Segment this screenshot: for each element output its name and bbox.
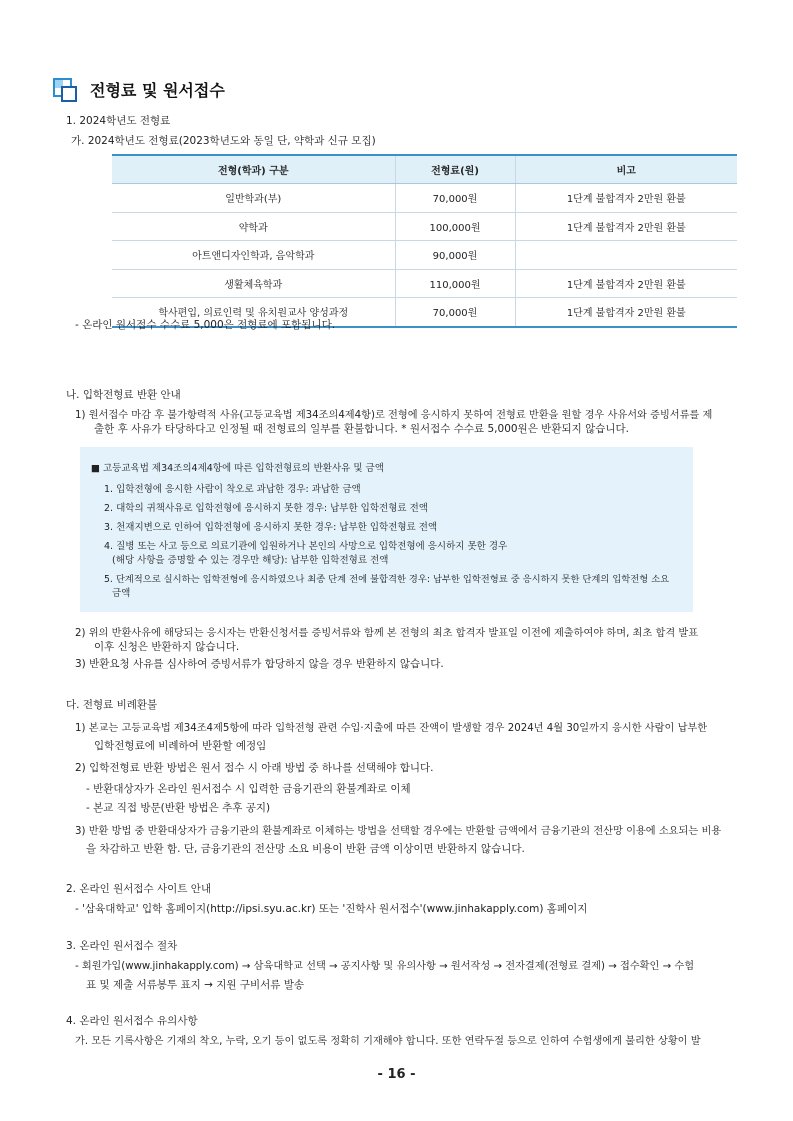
cell-note: 1단계 불합격자 2만원 환불	[515, 269, 737, 298]
s1-heading: 1. 2024학년도 전형료	[66, 115, 171, 127]
header-fee: 전형료(원)	[395, 155, 515, 184]
s1-sub-a: 가. 2024학년도 전형료(2023학년도와 동일 단, 약학과 신규 모집)	[71, 135, 376, 147]
title-square-icon	[53, 78, 79, 102]
header-category: 전형(학과) 구분	[112, 155, 395, 184]
cell-fee: 70,000원	[395, 298, 515, 327]
s1-sub-c: 다. 전형료 비례환불	[66, 699, 158, 711]
s4-line: 가. 모든 기록사항은 기재의 착오, 누락, 오기 등이 없도록 정확히 기재해야 합니다. 또한 연락두절 등으로 인하여 수험생에게 불리한 상황이 발	[75, 1036, 701, 1047]
page-title: 전형료 및 원서접수	[90, 81, 225, 100]
table-row	[112, 184, 737, 213]
refund-reason-box	[80, 447, 693, 612]
page-number: - 16 -	[377, 1067, 416, 1082]
cell-note: 1단계 불합격자 2만원 환불	[515, 298, 737, 327]
cell-category: 약학과	[112, 212, 395, 241]
cell-category: 생활체육학과	[112, 269, 395, 298]
c2-line: 2) 입학전형료 반환 방법은 원서 접수 시 아래 방법 중 하나를 선택해야 합니다.	[75, 762, 434, 774]
c1-line2: 입학전형료에 비례하여 반환할 예정임	[94, 740, 267, 752]
box-item-4-cont: (해당 사항을 증명할 수 있는 경우만 해당): 납부한 입학전형료 전액	[112, 555, 389, 566]
s3-line2: 표 및 제출 서류봉투 표지 → 지원 구비서류 발송	[86, 979, 305, 991]
cell-note	[515, 241, 737, 270]
box-title: ■ 고등교육법 제34조의4제4항에 따른 입학전형료의 반환사유 및 금액	[91, 463, 384, 474]
cell-category: 일반학과(부)	[112, 184, 395, 213]
box-item-5-cont: 금액	[112, 588, 131, 599]
c3-line1: 3) 반환 방법 중 반환대상자가 금융기관의 환불계좌로 이체하는 방법을 선택할 경우에는 반환할 금액에서 금융기관의 전산망 이용에 소요되는 비용	[75, 826, 722, 837]
cell-fee: 70,000원	[395, 184, 515, 213]
s1-sub-b: 나. 입학전형료 반환 안내	[66, 389, 181, 401]
cell-fee: 90,000원	[395, 241, 515, 270]
table-header-row	[112, 155, 737, 184]
cell-category: 학사편입, 의료인력 및 유치원교사 양성과정	[112, 298, 395, 327]
box-item-4: 4. 질병 또는 사고 등으로 의료기관에 입원하거나 본인의 사망으로 입학전형에 응시하지 못한 경우	[104, 541, 508, 552]
fee-table	[112, 154, 737, 328]
s4-heading: 4. 온라인 원서접수 유의사항	[66, 1015, 198, 1027]
box-item-1: 1. 입학전형에 응시한 사람이 착오로 과납한 경우: 과납한 금액	[104, 484, 361, 495]
table-row	[112, 212, 737, 241]
s2-heading: 2. 온라인 원서접수 사이트 안내	[66, 883, 212, 895]
b3-line: 3) 반환요청 사유를 심사하여 증빙서류가 합당하지 않을 경우 반환하지 않습니다.	[75, 658, 444, 670]
cell-category: 아트앤디자인학과, 음악학과	[112, 241, 395, 270]
c2-option-b: - 본교 직접 방문(반환 방법은 추후 공지)	[86, 802, 271, 814]
b2-line2: 이후 신청은 반환하지 않습니다.	[94, 641, 240, 653]
cell-fee: 110,000원	[395, 269, 515, 298]
table-row	[112, 241, 737, 270]
cell-fee: 100,000원	[395, 212, 515, 241]
s2-line: - '삼육대학교' 입학 홈페이지(http://ipsi.syu.ac.kr) 또는 '진학사 원서접수'(www.jinhakapply.com) 홈페이지	[75, 903, 588, 915]
b1-line1: 1) 원서접수 마감 후 불가항력적 사유(고등교육법 제34조의4제4항)로 전형에 응시하지 못하여 전형료 반환을 원할 경우 사유서와 증빙서류를 제	[75, 410, 713, 421]
box-item-3: 3. 천재지변으로 인하여 입학전형에 응시하지 못한 경우: 납부한 입학전형료 전액	[104, 522, 438, 533]
cell-note: 1단계 불합격자 2만원 환불	[515, 184, 737, 213]
c2-option-a: - 반환대상자가 온라인 원서접수 시 입력한 금융기관의 환불계좌로 이체	[86, 783, 411, 795]
fee-note: - 온라인 원서접수 수수료 5,000은 전형료에 포함됩니다.	[75, 319, 336, 331]
b2-line1: 2) 위의 반환사유에 해당되는 응시자는 반환신청서를 증빙서류와 함께 본 전형의 최초 합격자 발표일 이전에 제출하여야 하며, 최초 합격 발표	[75, 628, 699, 639]
s3-heading: 3. 온라인 원서접수 절차	[66, 940, 178, 952]
c1-line1: 1) 본교는 고등교육법 제34조4제5항에 따라 입학전형 관련 수입·지출에 따른 잔액이 발생할 경우 2024년 4월 30일까지 응시한 사람이 납부한	[75, 723, 708, 734]
header-note: 비고	[515, 155, 737, 184]
box-item-5: 5. 단계적으로 실시하는 입학전형에 응시하였으나 최종 단계 전에 불합격한 경우: 납부한 입학전형료 중 응시하지 못한 단계의 입학전형 소요	[104, 574, 670, 585]
b1-line2: 출한 후 사유가 타당하다고 인정될 때 전형료의 일부를 환불합니다. * 원서접수 수수료 5,000원은 반환되지 않습니다.	[94, 423, 630, 435]
c3-line2: 을 차감하고 반환 함. 단, 금융기관의 전산망 소요 비용이 반환 금액 이상이면 반환하지 않습니다.	[86, 843, 525, 855]
table-row	[112, 269, 737, 298]
box-item-2: 2. 대학의 귀책사유로 입학전형에 응시하지 못한 경우: 납부한 입학전형료 전액	[104, 503, 428, 514]
cell-note: 1단계 불합격자 2만원 환불	[515, 212, 737, 241]
s3-line1: - 회원가입(www.jinhakapply.com) → 삼육대학교 선택 → 공지사항 및 유의사항 → 원서작성 → 전자결제(전형료 결제) → 접수확인 → 수험	[75, 961, 695, 972]
